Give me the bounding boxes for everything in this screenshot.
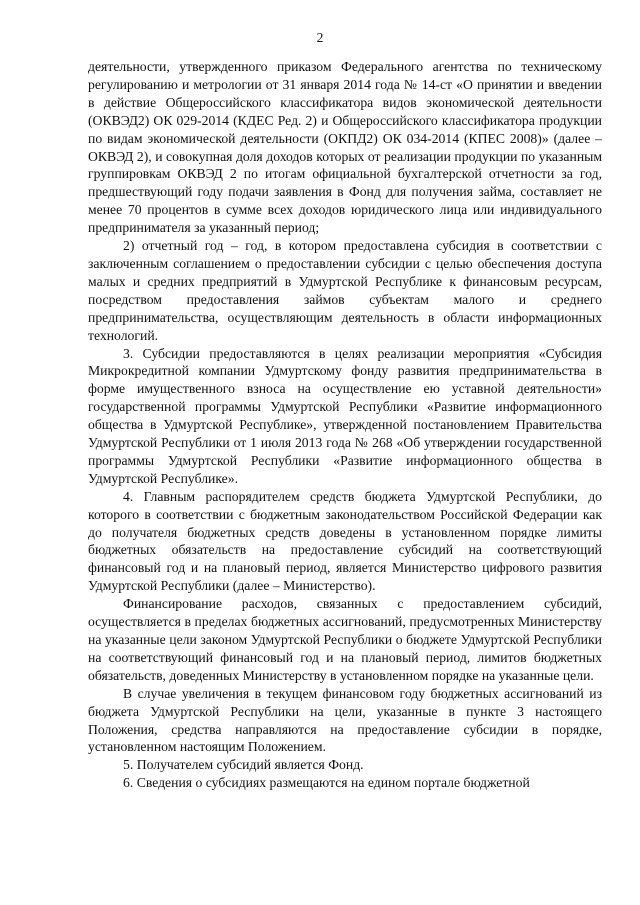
paragraph-subsidy-info: 6. Сведения о субсидиях размещаются на едином портале бюджетной [123, 775, 530, 791]
page-number: 2 [316, 30, 324, 45]
paragraph-subsidy-purpose: 3. Субсидии предоставляются в целях реализации мероприятия «Субсидия Микрокредитной компании Удмуртскому фонду развития предпринимательства в форме имущественного взноса на осуществление ею уставной деятельности» государственной программы Удмуртской Республики «Развитие информационного общества в Удмуртской Республике», утвержденной постановлением Правительства Удмуртской Республики от 1 июля 2013 года № 268 «Об утверждении государственной программы Удмуртской Республики «Развитие информационного общества в Удмуртской Республике». [88, 345, 602, 486]
paragraph-recipient: 5. Получателем субсидий является Фонд. [123, 757, 364, 773]
paragraph-budget-administrator: 4. Главным распорядителем средств бюджета Удмуртской Республики, до которого в соответствии с бюджетным законодательством Российской Федерации как до получателя бюджетных средств доведены в установленном порядке лимиты бюджетных обязательств на предоставление субсидий на соответствующий финансовый год и на плановый период, является Министерство цифрового развития Удмуртской Республики (далее – Министерство). [88, 488, 602, 594]
document-body [88, 58, 602, 792]
paragraph-okved-definition: деятельности, утвержденного приказом Федерального агентства по техническому регулированию и метрологии от 31 января 2014 года № 14-ст «О принятии и введении в действие Общероссийского классификатора видов экономической деятельности (ОКВЭД2) ОК 029-2014 (КДЕС Ред. 2) и Общероссийского классификатора продукции по видам экономической деятельности (ОКПД2) ОК 034-2014 (КПЕС 2008)» (далее – ОКВЭД 2), и совокупная доля доходов которых от реализации продукции по указанным группировкам ОКВЭД 2 по итогам официальной бухгалтерской отчетности за год, предшествующий году подачи заявления в Фонд для получения займа, составляет не менее 70 процентов в сумме всех доходов юридического лица или индивидуального предпринимателя за указанный период; [88, 59, 602, 236]
paragraph-reporting-year: 2) отчетный год – год, в котором предоставлена субсидия в соответствии с заключенным соглашением о предоставлении субсидии с целью обеспечения доступа малых и средних предприятий в Удмуртской Республике к финансовым ресурсам, посредством предоставления займов субъектам малого и среднего предпринимательства, осуществляющим деятельность в области информационных технологий. [88, 238, 602, 343]
paragraph-appropriation-increase: В случае увеличения в текущем финансовом году бюджетных ассигнований из бюджета Удмуртской Республики на цели, указанные в пункте 3 настоящего Положения, средства направляются на предоставление субсидии в порядке, установленном настоящим Положением. [88, 685, 602, 755]
paragraph-financing: Финансирование расходов, связанных с предоставлением субсидий, осуществляется в пределах бюджетных ассигнований, предусмотренных Министерству на указанные цели законом Удмуртской Республики о бюджете Удмуртской Республики на соответствующий финансовый год и на плановый период, лимитов бюджетных обязательств, доведенных Министерству в установленном порядке на указанные цели. [88, 596, 602, 683]
